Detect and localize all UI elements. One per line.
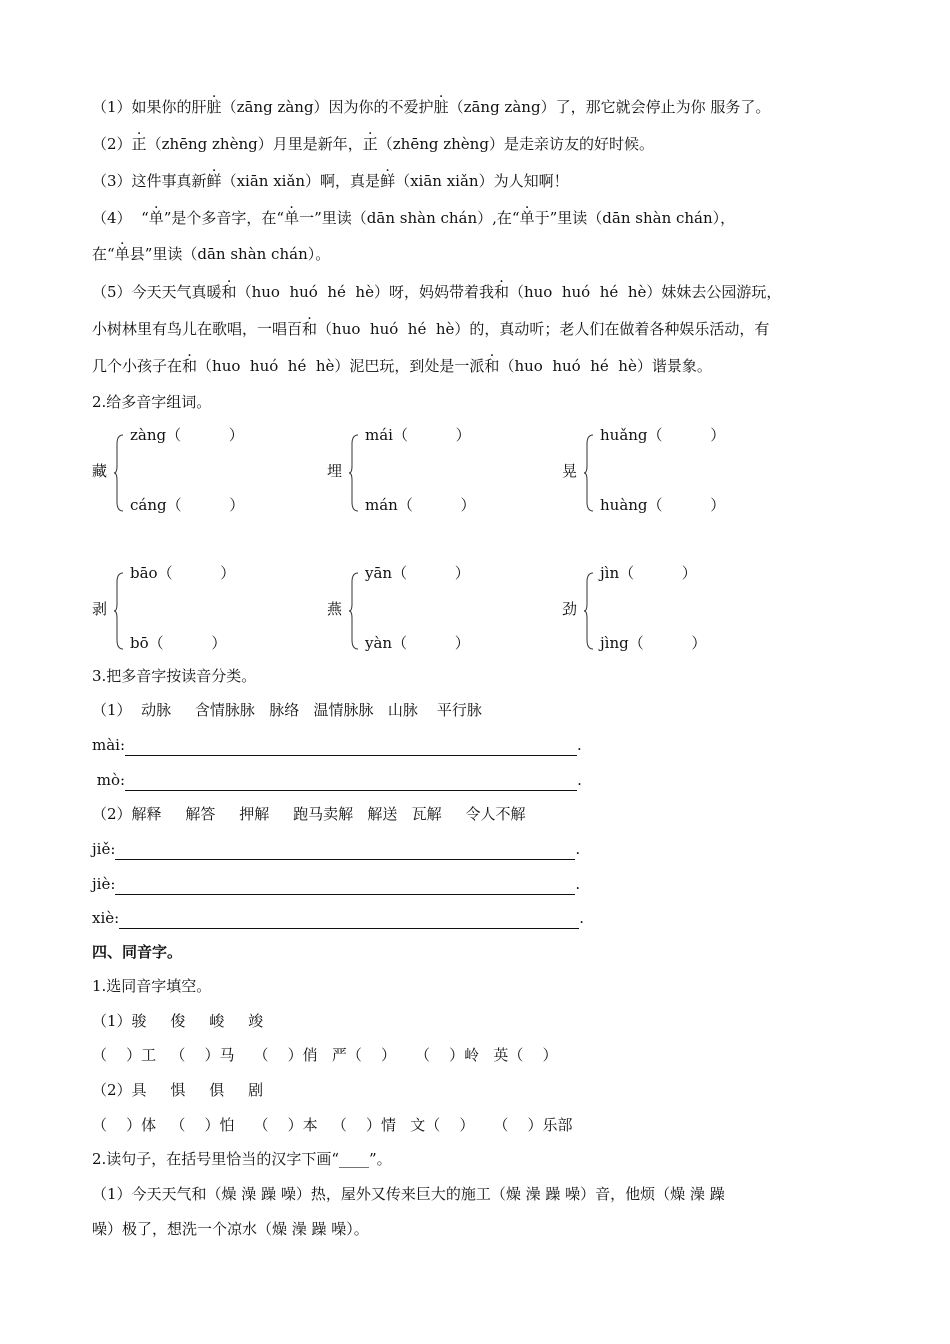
group-char: 埋 (327, 462, 343, 480)
q3-title: 3.把多音字按读音分类。 (92, 667, 257, 685)
polyphone-group (327, 424, 557, 519)
brace-icon (584, 572, 594, 650)
s4-q1-title: 1.选同音字填空。 (92, 977, 212, 995)
s4-group-1-blanks: （ ）工 （ ）马 （ ）俏 严（ ） （ ）岭 英（ ） (92, 1046, 558, 1064)
reading-top: huǎng（ ） (600, 426, 726, 444)
group-char: 燕 (327, 600, 343, 618)
q1-line-7: 小树林里有鸟儿在歌唱，一唱百和（huo huó hé hè）的，真动听；老人们在做着各种娱乐活动，有 (92, 320, 770, 338)
answer-line-mai: mài: . (92, 736, 582, 754)
answer-line-jie3: jiě: . (92, 840, 581, 858)
answer-blank[interactable] (115, 878, 575, 895)
reading-bottom: bō（ ） (130, 634, 227, 652)
answer-line-jie4: jiè: . (92, 875, 581, 893)
polyphone-group (562, 562, 792, 657)
group-char: 剥 (92, 600, 108, 618)
s4-group-2: （2）具 惧 俱 剧 (92, 1081, 264, 1099)
group-char: 晃 (562, 462, 578, 480)
reading-bottom: mán（ ） (365, 496, 476, 514)
q1-line-4: （4） “单”是个多音字，在“单一”里读（dān shàn chán）,在“单于”里读（dān shàn chán）， (92, 209, 736, 227)
q1-line-1: （1）如果你的肝脏（zāng zàng）因为你的不爱护脏（zāng zàng）了，那它就会停止为你 服务了。 (92, 98, 771, 116)
section-4-heading: 四、同音字。 (92, 943, 183, 961)
answer-line-xie: xiè: . (92, 909, 584, 927)
answer-blank[interactable] (125, 774, 577, 791)
q3-part-2: （2）解释 解答 押解 跑马卖解 解送 瓦解 令人不解 (92, 805, 526, 823)
answer-blank[interactable] (125, 739, 577, 756)
reading-bottom: jìng（ ） (600, 634, 707, 652)
q2-title: 2.给多音字组词。 (92, 393, 212, 411)
reading-bottom: yàn（ ） (365, 634, 470, 652)
s4-group-1: （1）骏 俊 峻 竣 (92, 1012, 264, 1030)
s4-q2-sentence-1: （1）今天天气和（燥 澡 躁 噪）热，屋外又传来巨大的施工（燥 澡 躁 噪）音，他烦（燥 澡 躁 (92, 1185, 725, 1203)
answer-blank[interactable] (119, 912, 579, 929)
reading-bottom: huàng（ ） (600, 496, 726, 514)
s4-q2-sentence-2: 噪）极了，想洗一个凉水（燥 澡 躁 噪）。 (92, 1220, 369, 1238)
answer-line-mo: mò: . (92, 771, 582, 789)
s4-q2-title: 2.读句子，在括号里恰当的汉字下画“____”。 (92, 1150, 392, 1168)
brace-icon (114, 572, 124, 650)
reading-bottom: cáng（ ） (130, 496, 245, 514)
reading-top: yān（ ） (365, 564, 470, 582)
brace-icon (584, 434, 594, 512)
q1-line-8: 几个小孩子在和（huo huó hé hè）泥巴玩，到处是一派和（huo huó hé hè）谐景象。 (92, 357, 712, 375)
reading-top: bāo（ ） (130, 564, 236, 582)
brace-icon (349, 572, 359, 650)
polyphone-group (327, 562, 557, 657)
reading-top: jìn（ ） (600, 564, 697, 582)
answer-blank[interactable] (115, 843, 575, 860)
q1-line-3: （3）这件事真新鲜（xiān xiǎn）啊，真是鲜（xiān xiǎn）为人知啊！ (92, 172, 569, 190)
brace-icon (349, 434, 359, 512)
group-char: 劲 (562, 600, 578, 618)
q1-line-2: （2）正（zhēng zhèng）月里是新年，正（zhēng zhèng）是走亲访友的好时候。 (92, 135, 654, 153)
reading-top: zàng（ ） (130, 426, 244, 444)
q3-part-1: （1） 动脉 含情脉脉 脉络 温情脉脉 山脉 平行脉 (92, 701, 482, 719)
s4-group-2-blanks: （ ）体 （ ）怕 （ ）本 （ ）情 文（ ） （ ）乐部 (92, 1116, 573, 1134)
q1-line-5: 在“单县”里读（dān shàn chán）。 (92, 245, 331, 263)
group-char: 藏 (92, 462, 108, 480)
polyphone-group (92, 562, 322, 657)
polyphone-group (562, 424, 792, 519)
polyphone-group (92, 424, 322, 519)
brace-icon (114, 434, 124, 512)
q1-line-6: （5）今天天气真暖和（huo huó hé hè）呀，妈妈带着我和（huo huó hé hè）妹妹去公园游玩， (92, 283, 782, 301)
reading-top: mái（ ） (365, 426, 471, 444)
